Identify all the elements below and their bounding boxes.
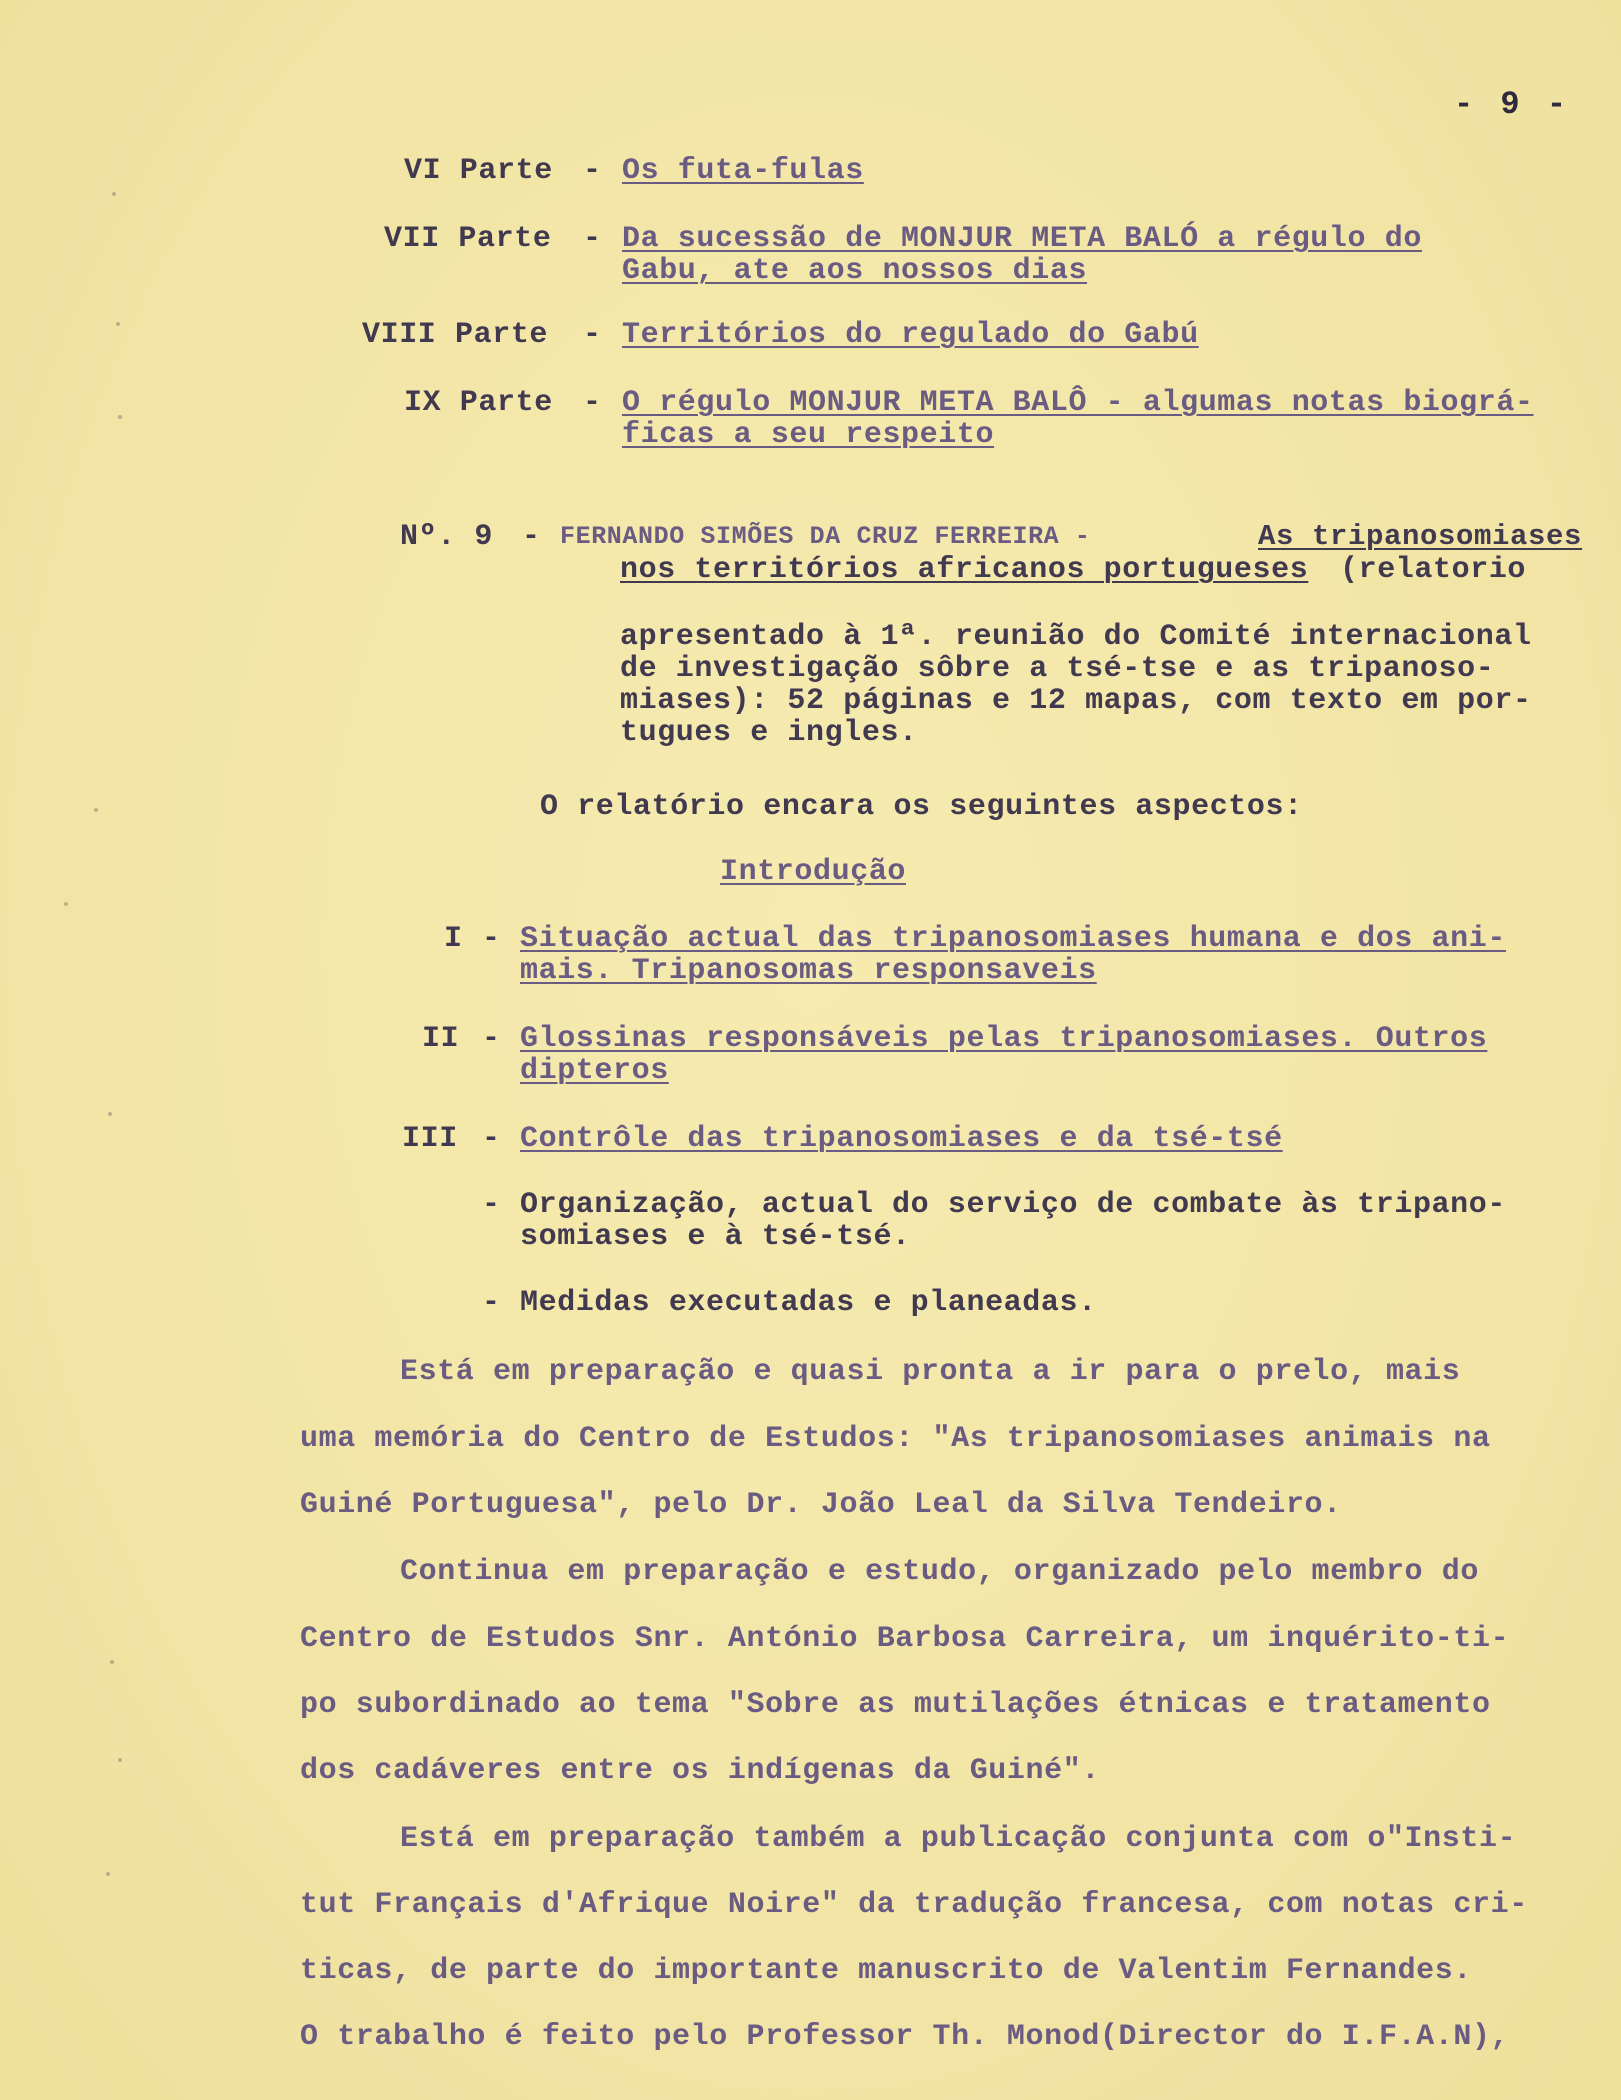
part-title: Os futa-fulas bbox=[622, 154, 864, 188]
entry-description: miases): 52 páginas e 12 mapas, com texto em por- bbox=[620, 684, 1532, 718]
entry-description: apresentado à 1ª. reunião do Comité internacional bbox=[620, 620, 1532, 654]
paper-speck bbox=[106, 1872, 110, 1876]
section-numeral: II bbox=[422, 1022, 460, 1056]
section-dash: - bbox=[482, 922, 501, 956]
subitem-text: somiases e à tsé-tsé. bbox=[520, 1220, 911, 1254]
entry-number: Nº. 9 bbox=[400, 520, 494, 554]
part-title: Gabu, ate aos nossos dias bbox=[622, 254, 1088, 288]
entry-dash: - bbox=[522, 520, 541, 554]
subitem-text: Medidas executadas e planeadas. bbox=[520, 1286, 1097, 1320]
paper-speck bbox=[108, 1112, 112, 1116]
paper-speck bbox=[110, 1660, 114, 1664]
entry-description: tugues e ingles. bbox=[620, 716, 918, 750]
section-numeral: I bbox=[444, 922, 463, 956]
part-dash: - bbox=[583, 386, 602, 420]
section-dash: - bbox=[482, 1022, 501, 1056]
paper-speck bbox=[94, 808, 98, 812]
introduction-heading: Introdução bbox=[720, 855, 907, 889]
section-title: Situação actual das tripanosomiases humana e dos ani- bbox=[520, 922, 1506, 956]
section-title: Glossinas responsáveis pelas tripanosomiases. Outros bbox=[520, 1022, 1488, 1056]
part-label: VII Parte bbox=[384, 222, 552, 256]
subitem-dash: - bbox=[482, 1286, 501, 1320]
section-dash: - bbox=[482, 1122, 501, 1156]
part-dash: - bbox=[583, 154, 602, 188]
part-label: VI Parte bbox=[404, 154, 553, 188]
subitem-text: Organização, actual do serviço de combate às tripano- bbox=[520, 1188, 1506, 1222]
paper-speck bbox=[116, 322, 120, 326]
entry-title: nos territórios africanos portugueses bbox=[620, 553, 1309, 587]
paper-speck bbox=[118, 1758, 122, 1762]
paragraph-line: Centro de Estudos Snr. António Barbosa Carreira, um inquérito-ti- bbox=[300, 1622, 1510, 1656]
paper-speck bbox=[112, 192, 116, 196]
section-title: mais. Tripanosomas responsaveis bbox=[520, 954, 1097, 988]
paragraph-line: O trabalho é feito pelo Professor Th. Monod(Director do I.F.A.N), bbox=[300, 2020, 1510, 2054]
paragraph-line: po subordinado ao tema "Sobre as mutilações étnicas e tratamento bbox=[300, 1688, 1491, 1722]
paper-speck bbox=[64, 902, 68, 906]
page-number: - 9 - bbox=[1454, 86, 1571, 123]
paper-speck bbox=[118, 415, 122, 419]
paragraph-line: tut Français d'Afrique Noire" da tradução francesa, com notas cri- bbox=[300, 1888, 1528, 1922]
paragraph-line: uma memória do Centro de Estudos: "As tripanosomiases animais na bbox=[300, 1422, 1491, 1456]
part-title: O régulo MONJUR META BALÔ - algumas notas biográ- bbox=[622, 386, 1534, 420]
paragraph-line: Continua em preparação e estudo, organizado pelo membro do bbox=[400, 1555, 1479, 1589]
paragraph-line: Está em preparação também a publicação conjunta com o"Insti- bbox=[400, 1822, 1517, 1856]
section-numeral: III bbox=[402, 1122, 458, 1156]
paragraph-line: ticas, de parte do importante manuscrito de Valentim Fernandes. bbox=[300, 1954, 1472, 1988]
paragraph-line: Guiné Portuguesa", pelo Dr. João Leal da Silva Tendeiro. bbox=[300, 1488, 1342, 1522]
part-label: IX Parte bbox=[404, 386, 553, 420]
entry-description: de investigação sôbre a tsé-tse e as tripanoso- bbox=[620, 652, 1495, 686]
part-dash: - bbox=[583, 222, 602, 256]
subitem-dash: - bbox=[482, 1188, 501, 1222]
part-title: Territórios do regulado do Gabú bbox=[622, 318, 1199, 352]
part-label: VIII Parte bbox=[362, 318, 549, 352]
part-title: Da sucessão de MONJUR META BALÓ a régulo do bbox=[622, 222, 1422, 256]
entry-author: FERNANDO SIMÕES DA CRUZ FERREIRA - bbox=[560, 522, 1091, 551]
entry-title-suffix: (relatorio bbox=[1340, 553, 1527, 587]
paragraph-line: Está em preparação e quasi pronta a ir para o prelo, mais bbox=[400, 1355, 1461, 1389]
part-title: ficas a seu respeito bbox=[622, 418, 995, 452]
part-dash: - bbox=[583, 318, 602, 352]
entry-title: As tripanosomiases bbox=[1258, 520, 1583, 553]
section-title: dipteros bbox=[520, 1054, 669, 1088]
paragraph-line: dos cadáveres entre os indígenas da Guiné". bbox=[300, 1754, 1100, 1788]
section-title: Contrôle das tripanosomiases e da tsé-tsé bbox=[520, 1122, 1283, 1156]
aspects-intro: O relatório encara os seguintes aspectos: bbox=[540, 790, 1303, 824]
